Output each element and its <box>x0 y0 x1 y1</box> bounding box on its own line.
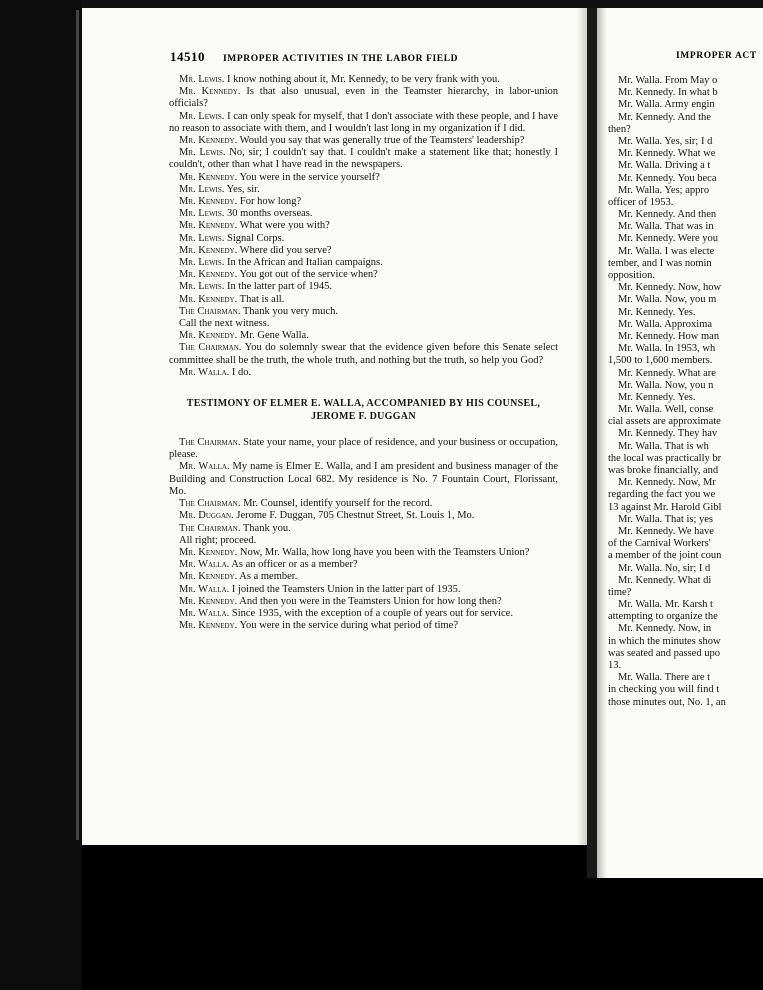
speech-text: Jerome F. Duggan, 705 Chestnut Street, St. Louis 1, Mo. <box>233 510 475 522</box>
speech-text: 30 months overseas. <box>224 208 313 220</box>
speech-text: As an officer or as a member? <box>229 559 358 571</box>
right-page-line: in which the minutes show <box>608 635 721 647</box>
right-page-line: Mr. Kennedy. Now, in <box>618 623 712 635</box>
right-page-line: of the Carnival Workers' <box>608 538 711 550</box>
right-page-line: opposition. <box>608 270 655 281</box>
right-page-line: Mr. Kennedy. We have <box>618 525 714 537</box>
right-page-line: Mr. Walla. Now, you m <box>618 294 717 306</box>
speech-text: Mr. Counsel, identify yourself for the record. <box>240 498 433 510</box>
speech-text: State your name, your place of residence, and your business or occupation, please. <box>169 437 558 461</box>
right-page-line: Mr. Kennedy. In what b <box>618 87 718 99</box>
right-page-line: Mr. Kennedy. Were you <box>618 233 719 245</box>
testimony-paragraph <box>169 608 558 620</box>
right-page-line: those minutes out, No. 1, an <box>608 696 726 708</box>
testimony-paragraph <box>169 281 558 293</box>
right-page-line: then? <box>608 123 631 135</box>
scan-border-left <box>0 0 82 990</box>
testimony-heading: TESTIMONY OF ELMER E. WALLA, ACCOMPANIED BY HIS COUNSEL, JEROME F. DUGGAN <box>186 398 541 423</box>
speech-text: Yes, sir. <box>224 183 260 195</box>
testimony-paragraph <box>169 461 558 498</box>
right-page-line: Mr. Walla. Approxima <box>618 318 713 330</box>
speech-text: No, sir; I couldn't say that. I couldn't make a statement like that; honestly I couldn't, other than what I have read in the newspapers. <box>169 147 558 171</box>
right-running-head: IMPROPER ACT <box>676 51 757 61</box>
speaker-name: Mr. Lewis. <box>179 74 225 85</box>
speaker-name: Mr. Kennedy. <box>179 220 238 232</box>
testimony-paragraph <box>169 523 558 535</box>
speech-text: You do solemnly swear that the evidence given before this Senate select committee shall be the truth, the whole truth, and nothing but the truth, so help you God? <box>169 342 558 366</box>
testimony-paragraph <box>169 172 558 184</box>
testimony-paragraph <box>169 318 558 330</box>
speech-text: I joined the Teamsters Union in the latter part of 1935. <box>229 583 461 595</box>
testimony-paragraph <box>169 342 558 366</box>
speaker-name: Mr. Kennedy. <box>179 571 238 583</box>
speech-text: I know nothing about it, Mr. Kennedy, to be very frank with you. <box>224 74 500 85</box>
speech-text: Now, Mr. Walla, how long have you been with the Teamsters Union? <box>237 546 530 558</box>
right-page-line: 13 against Mr. Harold Gibl <box>608 501 722 513</box>
speech-text: Thank you very much. <box>240 305 338 317</box>
left-page <box>82 8 587 845</box>
speaker-name: Mr. Lewis. <box>179 257 225 269</box>
testimony-paragraph <box>169 330 558 342</box>
speaker-name: Mr. Kennedy. <box>179 546 238 558</box>
right-page-line: Mr. Kennedy. And the <box>618 111 711 123</box>
testimony-paragraph <box>169 86 558 110</box>
speech-text: That is all. <box>237 293 285 305</box>
testimony-paragraph <box>169 559 558 571</box>
testimony-paragraph <box>169 196 558 208</box>
testimony-paragraph <box>169 147 558 171</box>
speaker-name: Mr. Kennedy. <box>179 244 238 256</box>
testimony-paragraph <box>169 620 558 632</box>
right-page-line: was seated and passed upo <box>608 647 720 659</box>
page-header <box>170 48 458 66</box>
right-page-line: 13. <box>608 660 622 671</box>
speech-text: Where did you serve? <box>237 244 332 256</box>
testimony-paragraph <box>169 306 558 318</box>
right-page-line: Mr. Walla. Army engin <box>618 99 715 111</box>
testimony-paragraph <box>169 367 558 379</box>
speech-text: Call the next witness. <box>179 318 270 330</box>
speech-text: And then you were in the Teamsters Union for how long then? <box>237 595 502 607</box>
right-page-line: Mr. Walla. That is; yes <box>618 513 714 525</box>
page-gutter-shadow <box>577 8 587 845</box>
testimony-paragraph <box>169 135 558 147</box>
speech-text: I do. <box>229 366 252 378</box>
speech-text: For how long? <box>237 196 302 208</box>
testimony-paragraph <box>169 257 558 269</box>
right-page-line: Mr. Walla. Well, conse <box>618 404 714 416</box>
speaker-name: Mr. Walla. <box>179 607 230 619</box>
right-page-line: Mr. Walla. There are t <box>618 672 711 684</box>
right-page-line: regarding the fact you we <box>608 489 716 501</box>
testimony-before <box>169 74 558 379</box>
scan-border-top <box>0 0 763 8</box>
testimony-paragraph <box>169 111 558 135</box>
speaker-name: Mr. Kennedy. <box>179 330 238 342</box>
speaker-name: The Chairman. <box>179 437 241 449</box>
speech-text: Thank you. <box>240 522 291 534</box>
speech-text: Since 1935, with the exception of a couple of years out for service. <box>229 607 513 619</box>
right-page <box>597 8 763 878</box>
speech-text: All right; proceed. <box>179 534 257 546</box>
speaker-name: Mr. Lewis. <box>179 232 225 244</box>
testimony-after <box>169 437 558 632</box>
right-page-line: time? <box>608 586 632 598</box>
right-page-line: Mr. Kennedy. What we <box>618 148 716 160</box>
right-page-line: Mr. Walla. That was in <box>618 221 714 233</box>
speech-text: Mr. Gene Walla. <box>237 330 309 342</box>
testimony-paragraph <box>169 294 558 306</box>
testimony-paragraph <box>169 510 558 522</box>
speech-text: I can only speak for myself, that I don't associate with these people, and I have no reason to associate with them, and I wouldn't last long in my organization if I did. <box>169 110 558 134</box>
right-page-line: Mr. Kennedy. What di <box>618 574 712 586</box>
speaker-name: Mr. Lewis. <box>179 147 226 159</box>
right-page-line: Mr. Walla. Yes, sir; I d <box>618 135 713 147</box>
testimony-paragraph <box>169 547 558 559</box>
speech-text: My name is Elmer E. Walla, and I am president and business manager of the Building and Construction Local 682. My residence is No. 7 Fountain Court, Florissant, Mo. <box>169 461 558 497</box>
right-page-line: Mr. Kennedy. And then <box>618 209 717 221</box>
right-page-line: 1,500 to 1,600 members. <box>608 355 713 367</box>
speech-text: Is that also unusual, even in the Teamster hierarchy, in labor-union officials? <box>169 86 558 110</box>
testimony-paragraph <box>169 220 558 232</box>
running-head: IMPROPER ACTIVITIES IN THE LABOR FIELD <box>223 54 459 64</box>
testimony-paragraph <box>169 596 558 608</box>
speech-text: In the latter part of 1945. <box>224 281 332 293</box>
right-page-line: cial assets are approximate <box>608 416 721 428</box>
right-page-line: the local was practically br <box>608 452 722 464</box>
right-page-line: officer of 1953. <box>608 196 674 208</box>
testimony-paragraph <box>169 269 558 281</box>
testimony-paragraph <box>169 571 558 583</box>
right-page-line: Mr. Kennedy. How man <box>618 330 720 342</box>
speech-text: You got out of the service when? <box>237 269 378 281</box>
transcript-body <box>169 74 558 632</box>
speaker-name: Mr. Walla. <box>179 559 230 571</box>
speech-text: As a member. <box>237 571 298 583</box>
speech-text: In the African and Italian campaigns. <box>224 257 383 269</box>
testimony-paragraph <box>169 498 558 510</box>
right-page-line: Mr. Walla. Driving a t <box>618 160 711 172</box>
testimony-paragraph <box>169 74 558 86</box>
testimony-paragraph <box>169 437 558 461</box>
right-page-line: Mr. Walla. Now, you n <box>618 379 714 391</box>
speaker-name: The Chairman. <box>179 305 241 317</box>
speech-text: Signal Corps. <box>224 232 285 244</box>
right-page-line: Mr. Kennedy. What are <box>618 367 716 379</box>
right-page-line: Mr. Walla. That is wh <box>618 440 709 452</box>
speaker-name: Mr. Kennedy. <box>179 269 238 281</box>
testimony-paragraph <box>169 584 558 596</box>
page-fold <box>587 8 597 878</box>
right-page-line: was broke financially, and <box>608 465 719 476</box>
right-page-line: Mr. Kennedy. Now, how <box>618 282 722 294</box>
speaker-name: Mr. Lewis. <box>179 208 225 220</box>
speech-text: What were you with? <box>237 220 330 232</box>
speaker-name: Mr. Lewis. <box>179 110 225 122</box>
right-page-line: attempting to organize the <box>608 611 718 623</box>
speaker-name: Mr. Lewis. <box>179 183 225 195</box>
speaker-name: Mr. Kennedy. <box>179 86 241 98</box>
speech-text: You were in the service yourself? <box>237 171 380 183</box>
speaker-name: Mr. Kennedy. <box>179 595 238 607</box>
speaker-name: Mr. Kennedy. <box>179 135 238 147</box>
right-page-line: Mr. Walla. In 1953, wh <box>618 343 716 355</box>
testimony-paragraph <box>169 208 558 220</box>
speech-text: Would you say that was generally true of the Teamsters' leadership? <box>237 135 525 147</box>
right-page-line: Mr. Walla. I was electe <box>618 245 715 257</box>
page-number: 14510 <box>170 49 205 64</box>
speaker-name: Mr. Duggan. <box>179 510 234 522</box>
speaker-name: Mr. Kennedy. <box>179 620 238 632</box>
right-page-text <box>608 75 763 709</box>
right-page-line: Mr. Kennedy. Now, Mr <box>618 477 716 489</box>
right-page-line: Mr. Kennedy. They hav <box>618 428 718 440</box>
speaker-name: The Chairman. <box>179 498 241 510</box>
testimony-paragraph <box>169 233 558 245</box>
speaker-name: Mr. Walla. <box>179 461 230 473</box>
speaker-name: The Chairman. <box>179 342 242 354</box>
right-page-line: Mr. Walla. Mr. Karsh t <box>618 599 713 611</box>
speaker-name: The Chairman. <box>179 522 241 534</box>
speaker-name: Mr. Walla. <box>179 583 230 595</box>
speaker-name: Mr. Lewis. <box>179 281 225 293</box>
right-page-line: Mr. Walla. No, sir; I d <box>618 562 711 574</box>
right-page-line: a member of the joint coun <box>608 550 722 562</box>
right-page-line: in checking you will find t <box>608 684 720 696</box>
speaker-name: Mr. Kennedy. <box>179 196 238 208</box>
testimony-paragraph <box>169 184 558 196</box>
page-gutter-shadow <box>597 8 607 878</box>
right-page-line: Mr. Walla. Yes; appro <box>618 184 710 196</box>
testimony-paragraph <box>169 535 558 547</box>
speaker-name: Mr. Walla. <box>179 366 230 378</box>
speaker-name: Mr. Kennedy. <box>179 171 238 183</box>
speaker-name: Mr. Kennedy. <box>179 293 238 305</box>
right-page-line: Mr. Kennedy. Yes. <box>618 306 696 318</box>
testimony-paragraph <box>169 245 558 257</box>
right-page-line: Mr. Walla. From May o <box>618 75 718 86</box>
right-page-line: Mr. Kennedy. You beca <box>618 172 717 184</box>
right-page-line: tember, and I was nomin <box>608 257 712 269</box>
right-page-line: Mr. Kennedy. Yes. <box>618 391 696 403</box>
speech-text: You were in the service during what period of time? <box>237 620 458 632</box>
